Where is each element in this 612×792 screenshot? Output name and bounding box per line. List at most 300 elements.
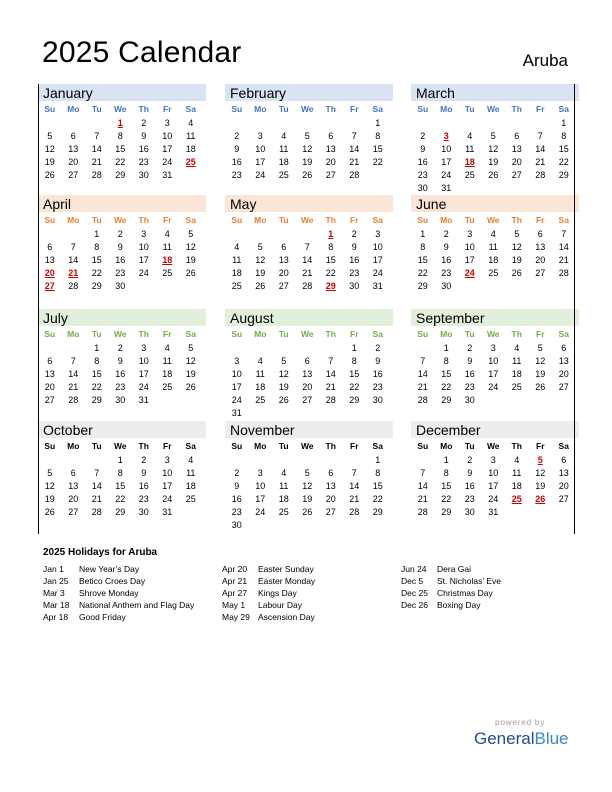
weekday-header (38, 212, 206, 227)
day-cell: 5 (47, 467, 53, 478)
day-cell: 24 (162, 493, 173, 504)
holiday-date: Mar 3 (43, 588, 65, 598)
weekday-label: Th (325, 440, 336, 451)
day-cell: 9 (234, 143, 240, 154)
day-cell: 24 (488, 493, 499, 504)
day-cell: 6 (47, 241, 53, 252)
holiday-name: Dera Gai (437, 564, 472, 574)
day-cell: 6 (561, 454, 567, 465)
day-cell: 19 (255, 267, 266, 278)
weekday-label: Mo (67, 328, 80, 339)
day-cell: 20 (44, 381, 55, 392)
holiday-entry (222, 563, 315, 575)
day-cell: 5 (257, 241, 263, 252)
day-cell: 23 (441, 267, 452, 278)
weekday-label: We (300, 440, 314, 451)
day-cell: 8 (375, 130, 381, 141)
week-row (411, 227, 579, 240)
day-cell: 18 (255, 381, 266, 392)
day-cell: 26 (302, 506, 313, 517)
day-cell: 23 (464, 493, 475, 504)
weekday-header (411, 326, 579, 341)
weekday-label: Th (511, 328, 522, 339)
day-cell: 13 (325, 143, 336, 154)
day-cell: 7 (351, 130, 357, 141)
weekday-header (225, 326, 393, 341)
weekday-label: Su (231, 328, 243, 339)
month-april (38, 195, 206, 292)
week-row (411, 466, 579, 479)
day-cell: 7 (70, 241, 76, 252)
day-cell: 21 (325, 381, 336, 392)
weekday-label: Mo (254, 440, 267, 451)
day-cell: 12 (302, 480, 313, 491)
day-cell: 19 (302, 493, 313, 504)
day-cell: 27 (68, 506, 79, 517)
holiday-day: 29 (325, 280, 336, 291)
week-row (225, 393, 393, 406)
day-cell: 7 (94, 467, 100, 478)
day-cell: 17 (255, 493, 266, 504)
day-cell: 20 (535, 254, 546, 265)
month-march (411, 84, 579, 194)
day-cell: 17 (162, 143, 173, 154)
week-row (38, 253, 206, 266)
day-cell: 11 (232, 254, 242, 265)
day-cell: 14 (302, 254, 313, 265)
holiday-name: National Anthem and Flag Day (79, 600, 195, 610)
day-cell: 18 (185, 480, 196, 491)
day-cell: 2 (234, 130, 240, 141)
week-row (225, 279, 393, 292)
day-cell: 9 (141, 130, 147, 141)
day-cell: 19 (488, 156, 499, 167)
weekday-label: We (486, 214, 500, 225)
week-row (225, 406, 393, 419)
day-cell: 14 (349, 143, 360, 154)
week-row (38, 341, 206, 354)
week-row (225, 380, 393, 393)
day-cell: 30 (349, 280, 360, 291)
powered-by: powered by (495, 717, 545, 727)
holiday-day: 26 (535, 493, 546, 504)
week-row (411, 367, 579, 380)
holiday-date: Dec 25 (401, 588, 428, 598)
day-cell: 16 (115, 254, 126, 265)
day-cell: 15 (441, 368, 452, 379)
holiday-date: Dec 26 (401, 600, 428, 610)
holiday-entry (43, 611, 194, 623)
weekday-label: We (113, 440, 127, 451)
holiday-entry (222, 587, 315, 599)
day-cell: 8 (375, 467, 381, 478)
day-cell: 19 (511, 254, 522, 265)
day-cell: 20 (558, 480, 569, 491)
day-cell: 14 (68, 368, 79, 379)
week-row (411, 279, 579, 292)
day-cell: 13 (44, 254, 55, 265)
weekday-label: Mo (440, 103, 453, 114)
holiday-date: May 29 (222, 612, 250, 622)
weekday-header (225, 101, 393, 116)
right-border (574, 84, 575, 534)
day-cell: 23 (464, 381, 475, 392)
day-cell: 20 (558, 368, 569, 379)
day-cell: 5 (537, 342, 543, 353)
day-cell: 18 (511, 480, 522, 491)
weekday-header (225, 438, 393, 453)
week-row (38, 266, 206, 279)
day-cell: 19 (278, 381, 289, 392)
day-cell: 23 (138, 493, 149, 504)
day-cell: 24 (488, 381, 499, 392)
day-cell: 29 (441, 506, 452, 517)
day-cell: 20 (68, 493, 79, 504)
weekday-label: Fr (350, 328, 359, 339)
brand-logo[interactable] (474, 729, 569, 749)
day-cell: 5 (281, 355, 287, 366)
weekday-label: We (486, 328, 500, 339)
day-cell: 23 (231, 506, 242, 517)
day-cell: 29 (417, 280, 428, 291)
day-cell: 5 (188, 228, 194, 239)
day-cell: 28 (302, 280, 313, 291)
day-cell: 19 (185, 368, 196, 379)
day-cell: 6 (514, 130, 520, 141)
holiday-column (43, 563, 194, 623)
day-cell: 17 (488, 368, 499, 379)
day-cell: 1 (94, 228, 100, 239)
weekday-label: We (300, 214, 314, 225)
day-cell: 20 (325, 156, 336, 167)
day-cell: 11 (162, 241, 172, 252)
weekday-label: Fr (163, 214, 172, 225)
holiday-name: Boxing Day (437, 600, 481, 610)
week-row (411, 341, 579, 354)
weekday-label: Tu (91, 214, 102, 225)
week-row (225, 227, 393, 240)
day-cell: 21 (68, 381, 79, 392)
left-border (38, 84, 39, 534)
day-cell: 16 (349, 254, 360, 265)
day-cell: 26 (185, 381, 196, 392)
day-cell: 7 (561, 228, 567, 239)
day-cell: 22 (441, 493, 452, 504)
week-row (38, 155, 206, 168)
weekday-label: Fr (536, 214, 545, 225)
holiday-name: Ascension Day (258, 612, 315, 622)
day-cell: 16 (441, 254, 452, 265)
weekday-label: Th (138, 328, 149, 339)
weekday-label: Su (417, 440, 429, 451)
holiday-date: Apr 27 (222, 588, 248, 598)
day-cell: 12 (44, 480, 55, 491)
month-title: September (411, 309, 579, 326)
day-cell: 13 (68, 480, 79, 491)
day-cell: 27 (44, 394, 55, 405)
day-cell: 5 (304, 467, 310, 478)
weekday-label: Sa (372, 328, 383, 339)
weekday-header (411, 101, 579, 116)
day-cell: 4 (514, 342, 520, 353)
day-cell: 12 (278, 368, 289, 379)
weekday-label: Th (138, 103, 149, 114)
day-cell: 6 (537, 228, 543, 239)
day-cell: 17 (138, 254, 149, 265)
weekday-label: Th (138, 440, 149, 451)
day-cell: 10 (162, 467, 173, 478)
day-cell: 19 (535, 480, 546, 491)
day-cell: 10 (372, 241, 383, 252)
day-cell: 17 (488, 480, 499, 491)
day-cell: 22 (115, 493, 126, 504)
day-cell: 11 (186, 130, 196, 141)
holiday-date: Jun 24 (401, 564, 427, 574)
weekday-label: Th (325, 214, 336, 225)
day-cell: 15 (115, 143, 126, 154)
month-january (38, 84, 206, 181)
day-cell: 19 (535, 368, 546, 379)
weekday-header (411, 438, 579, 453)
weekday-label: Su (417, 214, 429, 225)
holiday-name: Easter Sunday (258, 564, 314, 574)
day-cell: 11 (279, 143, 289, 154)
day-cell: 2 (141, 117, 147, 128)
week-row (225, 168, 393, 181)
holiday-day: 1 (328, 228, 334, 239)
week-row (38, 505, 206, 518)
weekday-label: Tu (91, 440, 102, 451)
weekday-label: Tu (464, 214, 475, 225)
day-cell: 9 (467, 467, 473, 478)
holiday-entry (43, 587, 194, 599)
weekday-label: Fr (163, 440, 172, 451)
day-cell: 14 (325, 368, 336, 379)
day-cell: 5 (304, 130, 310, 141)
day-cell: 3 (141, 342, 147, 353)
week-row (411, 116, 579, 129)
weekday-label: Fr (536, 103, 545, 114)
weekday-label: Mo (67, 214, 80, 225)
day-cell: 27 (535, 267, 546, 278)
weekday-label: Mo (67, 103, 80, 114)
weekday-label: Th (511, 103, 522, 114)
week-row (411, 492, 579, 505)
holiday-date: Apr 20 (222, 564, 248, 574)
holiday-date: May 1 (222, 600, 246, 610)
day-cell: 26 (255, 280, 266, 291)
week-row (225, 354, 393, 367)
day-cell: 23 (349, 267, 360, 278)
weekday-label: Th (325, 328, 336, 339)
day-cell: 30 (464, 394, 475, 405)
weekday-label: Su (231, 214, 243, 225)
day-cell: 19 (44, 156, 55, 167)
day-cell: 12 (535, 355, 546, 366)
day-cell: 31 (231, 407, 242, 418)
day-cell: 9 (117, 355, 123, 366)
day-cell: 17 (255, 156, 266, 167)
day-cell: 4 (467, 130, 473, 141)
day-cell: 12 (302, 143, 313, 154)
week-row (411, 129, 579, 142)
month-july (38, 309, 206, 406)
week-row (225, 129, 393, 142)
holiday-name: New Year’s Day (79, 564, 140, 574)
day-cell: 18 (185, 143, 196, 154)
day-cell: 13 (44, 368, 55, 379)
weekday-label: We (300, 328, 314, 339)
week-row (38, 393, 206, 406)
weekday-label: Sa (185, 103, 196, 114)
holiday-date: Jan 25 (43, 576, 69, 586)
weekday-label: Tu (278, 328, 289, 339)
week-row (225, 240, 393, 253)
day-cell: 7 (420, 355, 426, 366)
day-cell: 4 (281, 467, 287, 478)
day-cell: 22 (115, 156, 126, 167)
day-cell: 23 (115, 381, 126, 392)
day-cell: 25 (231, 280, 242, 291)
holiday-column (401, 563, 501, 611)
day-cell: 27 (558, 493, 569, 504)
day-cell: 7 (328, 355, 334, 366)
day-cell: 14 (91, 480, 102, 491)
week-row (225, 155, 393, 168)
day-cell: 3 (490, 454, 496, 465)
day-cell: 3 (257, 467, 263, 478)
day-cell: 28 (68, 280, 79, 291)
day-cell: 15 (325, 254, 336, 265)
week-row (38, 479, 206, 492)
week-row (38, 227, 206, 240)
day-cell: 8 (561, 130, 567, 141)
day-cell: 5 (514, 228, 520, 239)
day-cell: 28 (349, 506, 360, 517)
weekday-label: Th (511, 440, 522, 451)
day-cell: 18 (162, 368, 173, 379)
weekday-label: We (486, 440, 500, 451)
weekday-label: Su (417, 103, 429, 114)
day-cell: 2 (351, 228, 357, 239)
day-cell: 30 (138, 169, 149, 180)
day-cell: 4 (188, 117, 194, 128)
weekday-label: Fr (163, 328, 172, 339)
brand-general: General (474, 729, 535, 748)
day-cell: 10 (255, 480, 266, 491)
week-row (411, 142, 579, 155)
day-cell: 21 (558, 254, 569, 265)
day-cell: 27 (558, 381, 569, 392)
week-row (38, 367, 206, 380)
day-cell: 14 (417, 368, 428, 379)
holiday-day: 25 (185, 156, 196, 167)
day-cell: 18 (278, 156, 289, 167)
day-cell: 11 (465, 143, 475, 154)
day-cell: 28 (68, 394, 79, 405)
day-cell: 24 (372, 267, 383, 278)
holiday-entry (222, 575, 315, 587)
day-cell: 16 (464, 480, 475, 491)
day-cell: 2 (117, 228, 123, 239)
day-cell: 12 (185, 241, 196, 252)
day-cell: 6 (561, 342, 567, 353)
weekday-label: Fr (536, 328, 545, 339)
day-cell: 31 (162, 169, 173, 180)
day-cell: 7 (420, 467, 426, 478)
day-cell: 24 (162, 156, 173, 167)
day-cell: 27 (325, 169, 336, 180)
day-cell: 1 (443, 454, 449, 465)
holiday-entry (43, 563, 194, 575)
holiday-day: 18 (464, 156, 475, 167)
week-row (411, 181, 579, 194)
day-cell: 15 (91, 368, 102, 379)
month-december (411, 421, 579, 518)
day-cell: 3 (257, 130, 263, 141)
week-row (38, 354, 206, 367)
month-title: August (225, 309, 393, 326)
day-cell: 22 (558, 156, 569, 167)
day-cell: 28 (417, 394, 428, 405)
day-cell: 7 (304, 241, 310, 252)
day-cell: 4 (257, 355, 263, 366)
weekday-label: Su (44, 103, 56, 114)
day-cell: 21 (349, 493, 360, 504)
day-cell: 9 (141, 467, 147, 478)
week-row (411, 155, 579, 168)
day-cell: 29 (558, 169, 569, 180)
day-cell: 29 (115, 506, 126, 517)
day-cell: 27 (325, 506, 336, 517)
day-cell: 24 (441, 169, 452, 180)
day-cell: 11 (279, 480, 289, 491)
weekday-label: Tu (91, 103, 102, 114)
day-cell: 2 (141, 454, 147, 465)
day-cell: 2 (420, 130, 426, 141)
week-row (225, 116, 393, 129)
day-cell: 4 (188, 454, 194, 465)
day-cell: 2 (234, 467, 240, 478)
weekday-header (38, 101, 206, 116)
weekday-label: Sa (372, 440, 383, 451)
day-cell: 2 (443, 228, 449, 239)
day-cell: 19 (302, 156, 313, 167)
day-cell: 27 (278, 280, 289, 291)
day-cell: 3 (490, 342, 496, 353)
day-cell: 16 (138, 143, 149, 154)
day-cell: 8 (351, 355, 357, 366)
day-cell: 16 (138, 480, 149, 491)
weekday-label: Su (44, 214, 56, 225)
day-cell: 6 (304, 355, 310, 366)
weekday-label: We (113, 328, 127, 339)
day-cell: 30 (115, 280, 126, 291)
day-cell: 22 (325, 267, 336, 278)
week-row (225, 453, 393, 466)
weekday-label: We (486, 103, 500, 114)
day-cell: 25 (278, 506, 289, 517)
day-cell: 31 (138, 394, 149, 405)
weekday-label: Mo (67, 440, 80, 451)
weekday-label: Su (231, 103, 243, 114)
day-cell: 4 (281, 130, 287, 141)
weekday-label: Fr (350, 214, 359, 225)
day-cell: 11 (255, 368, 265, 379)
day-cell: 20 (511, 156, 522, 167)
day-cell: 26 (488, 169, 499, 180)
day-cell: 31 (488, 506, 499, 517)
